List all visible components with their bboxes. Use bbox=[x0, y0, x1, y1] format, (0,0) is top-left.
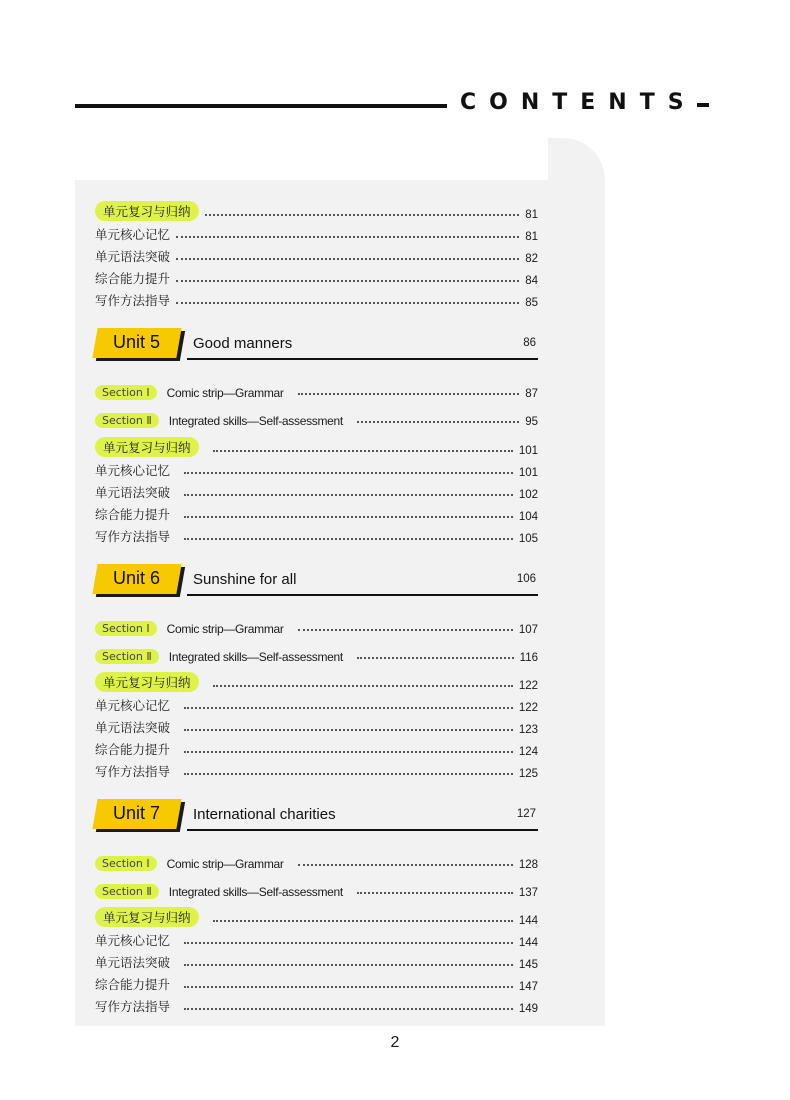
panel-corner bbox=[548, 138, 605, 180]
unit-heading-5[interactable] bbox=[95, 326, 538, 362]
section-pill: Section Ⅰ bbox=[95, 385, 157, 400]
dot-leader bbox=[357, 657, 514, 659]
dot-leader bbox=[357, 892, 513, 894]
page-ref: 81 bbox=[525, 209, 538, 221]
page-ref: 116 bbox=[519, 652, 538, 664]
unit-heading-6[interactable] bbox=[95, 562, 538, 598]
unit-title: Good manners bbox=[193, 335, 293, 352]
page-ref: 124 bbox=[518, 746, 538, 758]
toc-entry[interactable] bbox=[95, 951, 538, 971]
dot-leader bbox=[184, 494, 513, 496]
toc-entry[interactable] bbox=[95, 973, 538, 993]
review-pill: 单元复习与归纳 bbox=[95, 201, 199, 221]
entry-label: 单元语法突破 bbox=[95, 486, 171, 500]
entry-label: 单元核心记忆 bbox=[95, 228, 171, 242]
toc-entry-review[interactable] bbox=[95, 672, 538, 692]
toc-entry-review[interactable] bbox=[95, 437, 538, 457]
toc-entry[interactable] bbox=[95, 503, 538, 523]
page-ref: 145 bbox=[518, 959, 538, 971]
page-ref: 144 bbox=[518, 937, 538, 949]
section-pill: Section Ⅱ bbox=[95, 884, 159, 899]
toc-entry[interactable] bbox=[95, 459, 538, 479]
entry-label: 单元核心记忆 bbox=[95, 699, 171, 713]
review-pill: 单元复习与归纳 bbox=[95, 672, 199, 692]
toc-entry-section[interactable] bbox=[95, 879, 538, 899]
page-ref: 123 bbox=[518, 724, 538, 736]
page-ref: 84 bbox=[525, 275, 538, 287]
page-ref: 87 bbox=[525, 388, 538, 400]
unit-title: International charities bbox=[193, 806, 336, 823]
review-pill: 单元复习与归纳 bbox=[95, 437, 199, 457]
page-ref: 144 bbox=[518, 915, 538, 927]
dot-leader bbox=[176, 302, 519, 304]
section-title: Integrated skills—Self-assessment bbox=[168, 414, 343, 428]
dot-leader bbox=[184, 1008, 513, 1010]
toc-entry[interactable] bbox=[95, 995, 538, 1015]
dot-leader bbox=[184, 707, 513, 709]
toc-entry[interactable] bbox=[95, 716, 538, 736]
page-ref: 125 bbox=[518, 768, 538, 780]
unit-rule bbox=[187, 829, 538, 831]
toc-entry[interactable] bbox=[95, 694, 538, 714]
dot-leader bbox=[184, 964, 513, 966]
unit-heading-7[interactable] bbox=[95, 797, 538, 833]
page-ref: 95 bbox=[525, 416, 538, 428]
page-ref: 122 bbox=[518, 680, 538, 692]
toc-entry-section[interactable] bbox=[95, 644, 538, 664]
page-ref: 122 bbox=[518, 702, 538, 714]
unit-rule bbox=[187, 594, 538, 596]
dot-leader bbox=[176, 236, 519, 238]
contents-heading: CONTENTS bbox=[460, 90, 697, 115]
entry-label: 综合能力提升 bbox=[95, 508, 171, 522]
toc-entry-section[interactable] bbox=[95, 380, 538, 400]
section-title: Comic strip—Grammar bbox=[166, 386, 284, 400]
dot-leader bbox=[184, 538, 513, 540]
section-pill: Section Ⅰ bbox=[95, 621, 157, 636]
review-pill: 单元复习与归纳 bbox=[95, 907, 199, 927]
toc-entry[interactable] bbox=[95, 289, 538, 309]
dot-leader bbox=[184, 773, 513, 775]
page-ref: 127 bbox=[516, 808, 536, 820]
section-title: Integrated skills—Self-assessment bbox=[168, 885, 343, 899]
dot-leader bbox=[213, 450, 513, 452]
page-ref: 147 bbox=[518, 981, 538, 993]
page-ref: 101 bbox=[518, 467, 538, 479]
page-ref: 85 bbox=[525, 297, 538, 309]
dot-leader bbox=[184, 472, 513, 474]
page-ref: 107 bbox=[518, 624, 538, 636]
entry-label: 写作方法指导 bbox=[95, 1000, 171, 1014]
section-title: Integrated skills—Self-assessment bbox=[168, 650, 343, 664]
section-pill: Section Ⅱ bbox=[95, 413, 159, 428]
toc-entry-section[interactable] bbox=[95, 851, 538, 871]
unit-badge-label: Unit 7 bbox=[113, 803, 161, 823]
dot-leader bbox=[357, 421, 519, 423]
page-ref: 101 bbox=[518, 445, 538, 457]
entry-label: 单元核心记忆 bbox=[95, 934, 171, 948]
unit-rule bbox=[187, 358, 538, 360]
page-ref: 82 bbox=[525, 253, 538, 265]
dot-leader bbox=[184, 942, 513, 944]
toc-entry[interactable] bbox=[95, 267, 538, 287]
entry-label: 单元语法突破 bbox=[95, 956, 171, 970]
section-pill: Section Ⅰ bbox=[95, 856, 157, 871]
dot-leader bbox=[176, 258, 519, 260]
entry-label: 写作方法指导 bbox=[95, 530, 171, 544]
dot-leader bbox=[213, 920, 513, 922]
toc-entry[interactable] bbox=[95, 223, 538, 243]
entry-label: 写作方法指导 bbox=[95, 294, 171, 308]
section-pill: Section Ⅱ bbox=[95, 649, 159, 664]
toc-entry[interactable] bbox=[95, 738, 538, 758]
dot-leader bbox=[213, 685, 513, 687]
section-title: Comic strip—Grammar bbox=[166, 622, 284, 636]
page-ref: 137 bbox=[518, 887, 538, 899]
entry-label: 单元语法突破 bbox=[95, 250, 171, 264]
toc-entry[interactable] bbox=[95, 525, 538, 545]
page-ref: 104 bbox=[518, 511, 538, 523]
dot-leader bbox=[176, 280, 519, 282]
dot-leader bbox=[184, 729, 513, 731]
page-ref: 86 bbox=[523, 337, 536, 349]
page-ref: 105 bbox=[518, 533, 538, 545]
unit-title: Sunshine for all bbox=[193, 571, 297, 588]
dot-leader bbox=[184, 516, 513, 518]
toc-entry[interactable] bbox=[95, 760, 538, 780]
dot-leader bbox=[298, 629, 513, 631]
toc-entry-section[interactable] bbox=[95, 408, 538, 428]
header-rule bbox=[75, 104, 447, 108]
entry-label: 单元语法突破 bbox=[95, 721, 171, 735]
dot-leader bbox=[184, 986, 513, 988]
section-title: Comic strip—Grammar bbox=[166, 857, 284, 871]
page-number: 2 bbox=[390, 1034, 400, 1051]
entry-label: 写作方法指导 bbox=[95, 765, 171, 779]
toc-entry-section[interactable] bbox=[95, 616, 538, 636]
entry-label: 综合能力提升 bbox=[95, 743, 171, 757]
unit-badge-label: Unit 6 bbox=[113, 568, 161, 588]
page-ref: 106 bbox=[516, 573, 536, 585]
toc-entry[interactable] bbox=[95, 245, 538, 265]
dot-leader bbox=[205, 214, 520, 216]
page-ref: 81 bbox=[525, 231, 538, 243]
entry-label: 综合能力提升 bbox=[95, 272, 171, 286]
page-ref: 149 bbox=[518, 1003, 538, 1015]
dot-leader bbox=[298, 864, 513, 866]
toc-entry-review[interactable] bbox=[95, 201, 538, 221]
entry-label: 综合能力提升 bbox=[95, 978, 171, 992]
page-ref: 102 bbox=[518, 489, 538, 501]
page-ref: 128 bbox=[518, 859, 538, 871]
toc-entry[interactable] bbox=[95, 481, 538, 501]
dot-leader bbox=[184, 751, 513, 753]
toc-entry[interactable] bbox=[95, 929, 538, 949]
toc-entry-review[interactable] bbox=[95, 907, 538, 927]
dot-leader bbox=[298, 393, 520, 395]
unit-badge-label: Unit 5 bbox=[113, 332, 161, 352]
entry-label: 单元核心记忆 bbox=[95, 464, 171, 478]
